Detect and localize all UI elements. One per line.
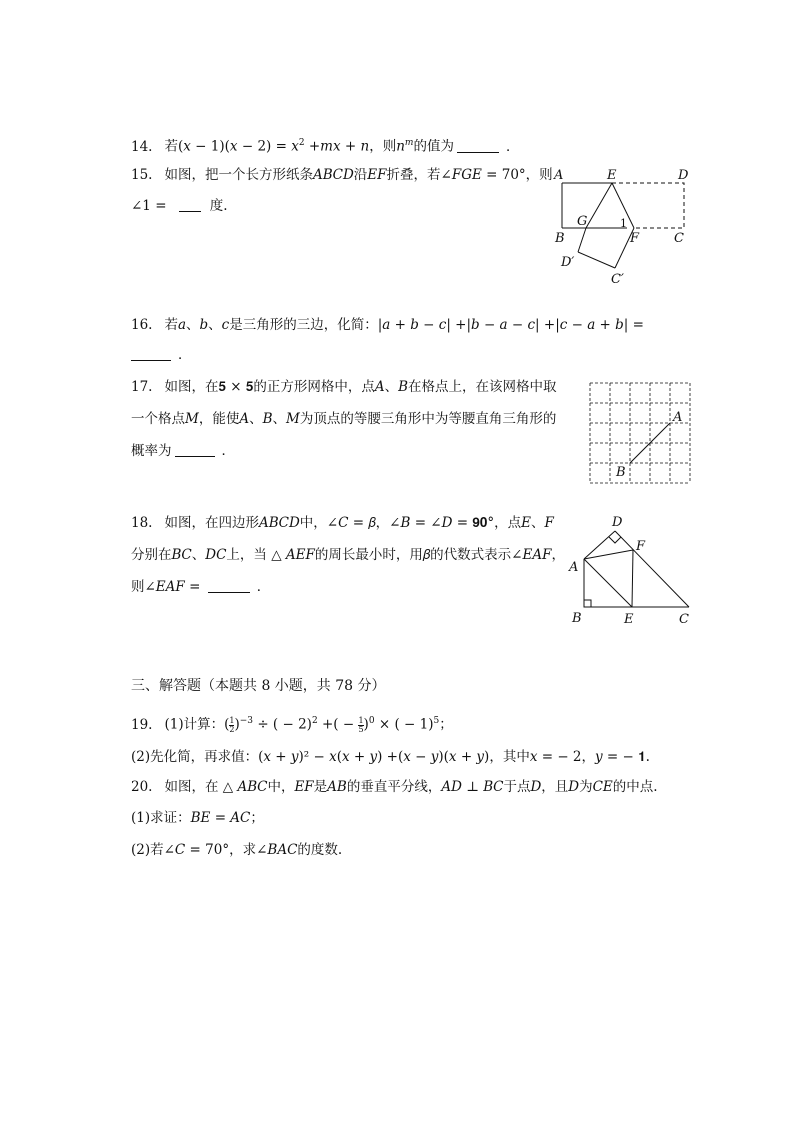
question-17-line3: 概率为 ． (131, 443, 235, 459)
label-C-prime: C′ (611, 272, 624, 287)
question-17-line2: 一个格点𝑀，能使𝐴、𝐵、𝑀为顶点的等腰三角形中为等腰直角三角形的 (131, 411, 557, 427)
segment-DC (615, 531, 689, 607)
question-number: 14. (131, 138, 153, 155)
segment-GD2 (578, 228, 586, 252)
question-number: 17. (131, 379, 153, 395)
question-number: 15. (131, 167, 153, 183)
figure-folded-rectangle (550, 166, 700, 291)
label-C: C (674, 231, 684, 246)
question-number: 19. (131, 716, 153, 733)
question-18-line2: 分别在𝐵𝐶、𝐷𝐶上，当 △ 𝐴𝐸𝐹的周长最小时，用𝛽的代数式表示∠𝐸𝐴𝐹， (131, 547, 565, 563)
segment-EF (632, 550, 633, 607)
figure-5x5-grid (585, 380, 695, 486)
section-title: 三、解答题（本题共 8 小题，共 78 分） (131, 678, 386, 694)
question-19: 19. (1)计算：( $\frac{1}{2}$ )$^{-3}$ ÷ ( − 2)$^2$ +( − $\frac{1}{5}$ )$^0$ × ( − 1)$^5$； (131, 715, 453, 734)
question-number: 18. (131, 515, 153, 531)
label-angle-1: 1 (620, 217, 627, 230)
label-B: B (555, 231, 565, 246)
segment-D2C2 (578, 252, 615, 268)
answer-blank[interactable] (208, 578, 250, 593)
answer-blank[interactable] (179, 197, 201, 212)
answer-blank[interactable] (175, 442, 215, 457)
question-number: 20. (131, 779, 153, 795)
label-C: C (679, 612, 689, 627)
label-G: G (577, 214, 588, 229)
label-F: F (636, 539, 646, 554)
question-16: 16. 若𝑎、𝑏、𝑐是三角形的三边，化简：|𝑎 + 𝑏 − 𝑐| +|𝑏 − 𝑎 − 𝑐| +|𝑐 − 𝑎 + 𝑏| = (131, 317, 644, 333)
fraction-one-half: $\frac{1}{2}$ (229, 715, 235, 734)
question-18: 18. 如图，在四边形𝐴𝐵𝐶𝐷中，∠𝐶 = 𝛽，∠𝐵 = ∠𝐷 = 𝟗𝟎°，点𝐸、𝐹 (131, 515, 554, 531)
question-number: 16. (131, 317, 153, 333)
label-E: E (624, 612, 634, 627)
question-15-line2: ∠1 = 度. (131, 198, 228, 214)
label-B: B (572, 611, 582, 626)
label-D: D (678, 168, 689, 183)
fraction-one-fifth: $\frac{1}{5}$ (358, 715, 364, 734)
label-E: E (607, 168, 617, 183)
right-angle-B (584, 600, 591, 607)
question-20-part1: (1)求证：𝐵𝐸 = 𝐴𝐶； (131, 810, 264, 826)
segment-AF (584, 550, 633, 559)
answer-blank[interactable] (131, 346, 171, 361)
label-B: B (616, 465, 626, 480)
question-20-part2: (2)若∠𝐶 = 70°，求∠𝐵𝐴𝐶的度数. (131, 842, 343, 858)
segment-AD (584, 531, 615, 559)
label-A: A (569, 560, 579, 575)
figure-quadrilateral-ABCD (560, 514, 700, 629)
question-17: 17. 如图，在𝟓 × 𝟓的正方形网格中，点𝐴、𝐵在格点上，在该网格中取 (131, 379, 557, 395)
question-18-line3: 则∠𝐸𝐴𝐹 = ． (131, 579, 271, 595)
question-14: 14. 若$(x - 1)(x - 2) = x^2 +mx + n$，则$n^m$的值为 ． (131, 138, 520, 155)
label-A: A (673, 410, 683, 425)
dashed-grid (590, 383, 690, 483)
label-A: A (554, 168, 564, 183)
label-F: F (630, 231, 640, 246)
label-D: D (612, 515, 623, 530)
answer-blank[interactable] (457, 138, 499, 153)
label-D-prime: D′ (561, 255, 575, 270)
question-16-line2: ． (131, 345, 192, 365)
segment-EG (586, 183, 612, 228)
question-15: 15. 如图，把一个长方形纸条𝐴𝐵𝐶𝐷沿𝐸𝐹折叠，若∠𝐹𝐺𝐸 = 70°，则 (131, 167, 553, 183)
question-19-part2: (2)先化简，再求值：(𝑥 + 𝑦)² − 𝑥(𝑥 + 𝑦) +(𝑥 − 𝑦)(𝑥 + 𝑦)，其中𝑥 = − 2，𝑦 = − 𝟏. (131, 749, 650, 765)
question-20: 20. 如图，在 △ 𝐴𝐵𝐶中，𝐸𝐹是𝐴𝐵的垂直平分线，𝐴𝐷 ⊥ 𝐵𝐶于点𝐷，且𝐷为𝐶𝐸的中点. (131, 779, 658, 795)
right-angle-D (609, 537, 621, 543)
